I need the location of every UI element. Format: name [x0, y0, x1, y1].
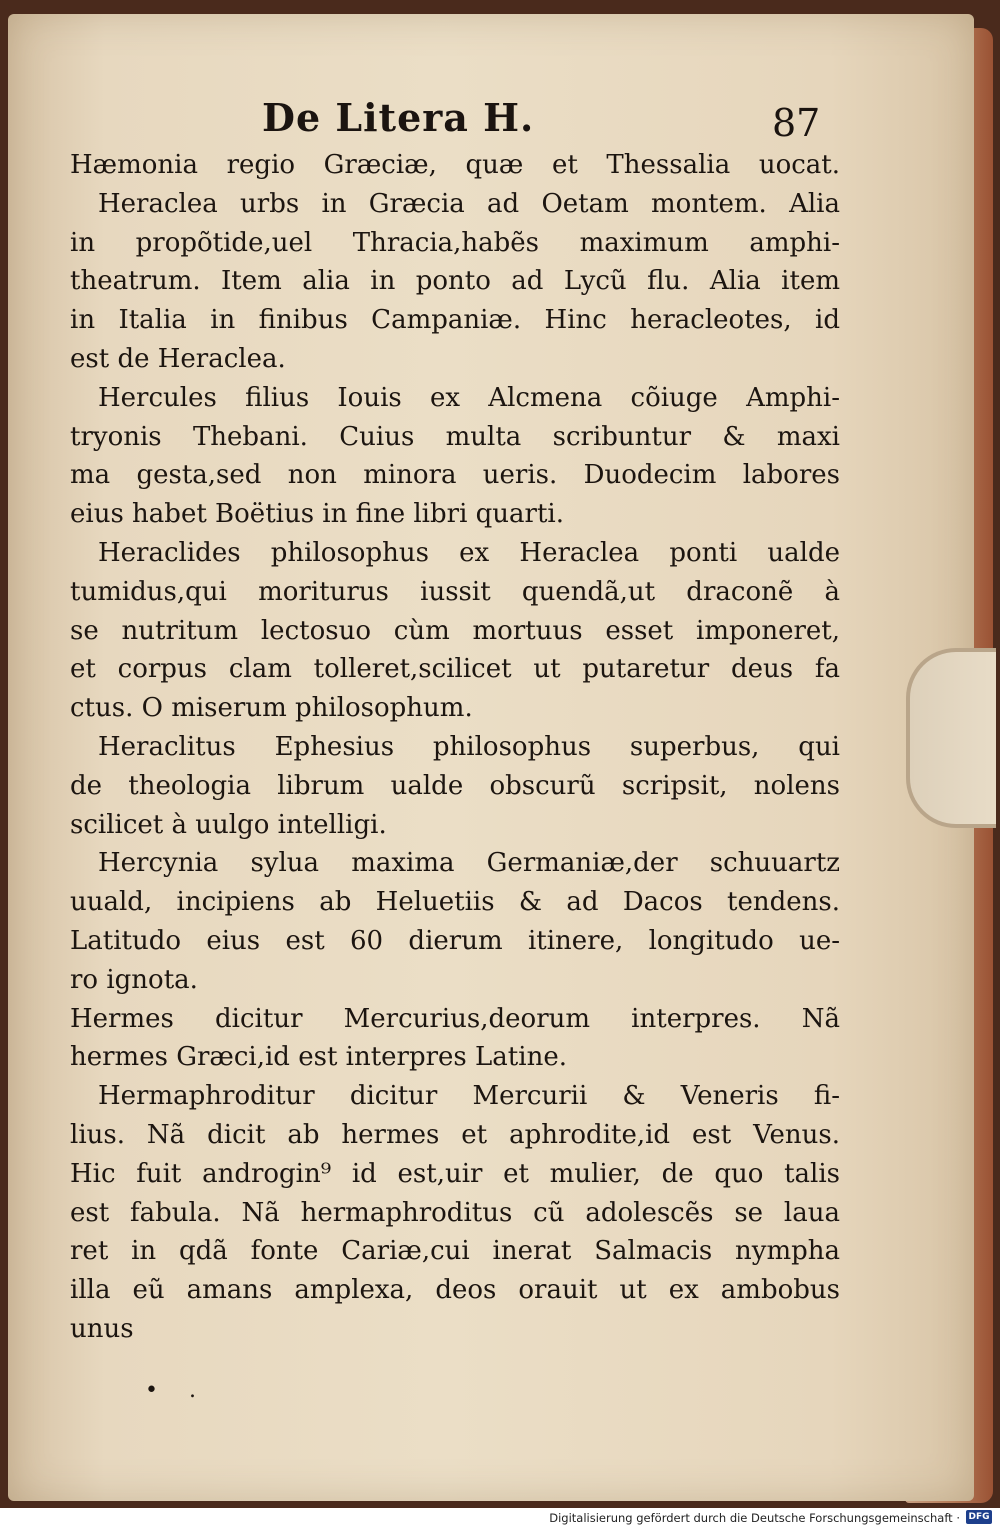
text-line: de theologia librum ualde obscurũ scripsit, nolens	[70, 770, 840, 801]
catchword: unus	[70, 1313, 134, 1344]
text-line: Heraclea urbs in Græcia ad Oetam montem. Alia	[98, 188, 840, 219]
text-line: tumidus,qui moriturus iussit quendã,ut draconẽ à	[70, 576, 840, 607]
text-line: tryonis Thebani. Cuius multa scribuntur & maxi	[70, 421, 840, 452]
text-line: ret in qdã fonte Cariæ,cui inerat Salmacis nympha	[70, 1236, 840, 1267]
text-line: ro ignota.	[70, 964, 198, 995]
text-line: Hæmonia regio Græciæ, quæ et Thessalia uocat.	[70, 150, 840, 180]
text-line: ma gesta,sed non minora ueris. Duodecim labores	[70, 460, 840, 491]
text-line: Heraclides philosophus ex Heraclea ponti ualde	[98, 537, 840, 568]
text-line: Hic fuit androgin⁹ id est,uir et mulier, de quo talis	[70, 1158, 840, 1189]
text-line: theatrum. Item alia in ponto ad Lycũ flu. Alia item	[70, 266, 840, 297]
text-line: illa eũ amans amplexa, deos orauit ut ex ambobus	[70, 1275, 840, 1306]
text-line: uuald, incipiens ab Heluetiis & ad Dacos tendens.	[70, 887, 840, 918]
page-number: 87	[772, 101, 821, 145]
text-line: Hercules filius Iouis ex Alcmena cõiuge Amphi-	[98, 382, 840, 413]
text-line: est de Heraclea.	[70, 343, 286, 374]
text-line: Hermaphroditur dicitur Mercurii & Veneris fi-	[98, 1081, 840, 1112]
ornament-dots: • .	[145, 1378, 208, 1403]
digitization-credit: Digitalisierung gefördert durch die Deutsche Forschungsgemeinschaft ·	[549, 1511, 960, 1525]
text-line: et corpus clam tolleret,scilicet ut putaretur deus fa	[70, 654, 840, 685]
text-line: Heraclitus Ephesius philosophus superbus, qui	[98, 731, 840, 762]
page-header	[0, 95, 1000, 145]
body-text	[70, 146, 840, 1349]
text-line: ctus. O miserum philosophum.	[70, 693, 473, 724]
text-line: est fabula. Nã hermaphroditus cũ adolescẽs se laua	[70, 1197, 840, 1228]
running-head: De Litera H.	[262, 95, 535, 140]
text-line: hermes Græci,id est interpres Latine.	[70, 1042, 567, 1073]
catchword-line	[70, 1310, 840, 1349]
text-line: scilicet à uulgo intelligi.	[70, 809, 387, 840]
dfg-logo: DFG	[966, 1510, 992, 1524]
text-line: in Italia in finibus Campaniæ. Hinc heracleotes, id	[70, 305, 840, 336]
text-line: lius. Nã dicit ab hermes et aphrodite,id est Venus.	[70, 1119, 840, 1150]
text-line: Hermes dicitur Mercurius,deorum interpres. Nã	[70, 1003, 840, 1034]
book-clasp	[906, 648, 996, 828]
text-line: eius habet Boëtius in fine libri quarti.	[70, 499, 564, 530]
text-line: Latitudo eius est 60 dierum itinere, longitudo ue-	[70, 925, 840, 956]
text-line: in propõtide,uel Thracia,habẽs maximum amphi-	[70, 227, 840, 258]
text-line: Hercynia sylua maxima Germaniæ,der schuuartz	[98, 848, 840, 879]
text-line: se nutritum lectosuo cùm mortuus esset imponeret,	[70, 615, 840, 646]
